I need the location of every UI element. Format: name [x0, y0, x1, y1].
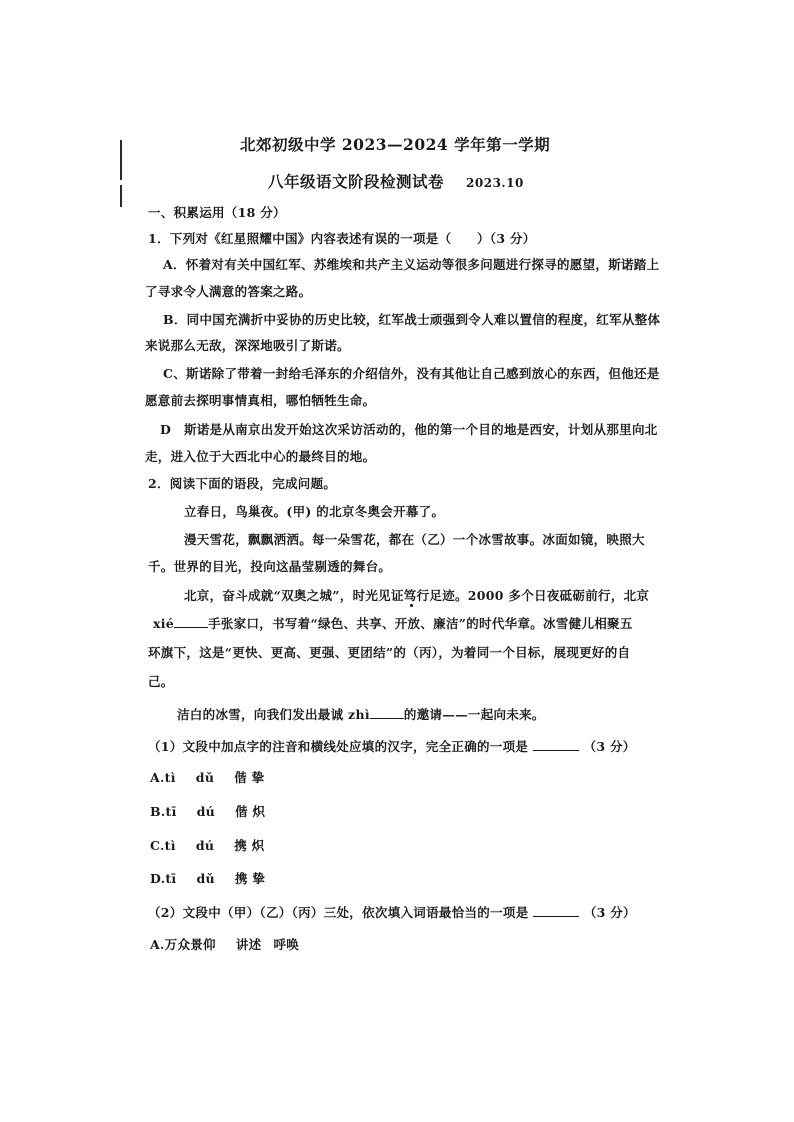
question-1-option-b-line1: B．同中国充满折中妥协的历史比较，红军战士顽强到令人难以置信的程度，红军从整体	[163, 312, 661, 327]
passage-paragraph-2-line1: 漫天雪花，飘飘洒洒。每一朵雪花，都在（乙）一个冰雪故事。冰面如镜，映照大	[184, 532, 645, 547]
sub-question-2-option-a: A.万众景仰 讲述 呼唤	[150, 937, 300, 952]
answer-blank-1[interactable]	[533, 738, 579, 751]
question-1-option-c-line2: 愿意前去探明事情真相，哪怕牺牲生命。	[145, 393, 376, 408]
question-1-option-d-line2: 走，进入位于大西北中心的最终目的地。	[145, 449, 376, 464]
dotted-character: 笃	[403, 588, 417, 603]
question-1-option-a-line1: A．怀着对有关中国红军、苏维埃和共产主义运动等很多问题进行探寻的愿望，斯诺踏上	[163, 257, 660, 272]
sub-question-2: （2）文段中（甲）（乙）（丙）三处，依次填入词语最恰当的一项是 （3 分）	[148, 905, 636, 920]
sub-question-1: （1）文段中加点字的注音和横线处应填的汉字，完全正确的一项是 （3 分）	[148, 739, 636, 754]
passage-paragraph-3-line1: 北京，奋斗成就“双奥之城”，时光见证笃行足迹。2000 多个日夜砥砺前行，北京	[184, 588, 650, 603]
exam-title-line1: 北郊初级中学 2023—2024 学年第一学期	[240, 135, 551, 154]
exam-title-line2	[268, 170, 524, 192]
margin-binding-line	[120, 185, 122, 207]
passage-paragraph-1: 立春日，鸟巢夜。(甲) 的北京冬奥会开幕了。	[184, 504, 445, 519]
question-1-option-d-line1: D 斯诺是从南京出发开始这次采访活动的，他的第一个目的地是西安，计划从那里向北	[160, 422, 658, 437]
question-1-option-c-line1: C、斯诺除了带着一封给毛泽东的介绍信外，没有其他让自己感到放心的东西，但他还是	[163, 366, 660, 381]
question-1-option-a-line2: 了寻求令人满意的答案之路。	[145, 284, 312, 299]
passage-paragraph-3-line2: xié 手张家口，书写着“绿色、共享、开放、廉洁”的时代华章。冰雪健儿相聚五	[153, 616, 633, 631]
fill-blank-xie[interactable]	[174, 615, 208, 628]
passage-paragraph-3-line4: 己。	[148, 674, 174, 689]
exam-date: 2023.10	[466, 176, 524, 190]
question-1-stem: 1．下列对《红星照耀中国》内容表述有误的一项是（ ）（3 分）	[148, 231, 536, 246]
sub-question-1-option-c: C.tì dú 携 炽	[150, 838, 265, 853]
passage-paragraph-2-line2: 千。世界的目光，投向这晶莹剔透的舞台。	[148, 559, 392, 574]
section-heading: 一、积累运用（18 分）	[148, 205, 286, 220]
exam-title: 八年级语文阶段检测试卷	[268, 172, 445, 191]
sub-question-1-option-b: B.tī dú 偕 炽	[150, 804, 266, 819]
passage-paragraph-4: 洁白的冰雪，向我们发出最诚 zhì 的邀请——一起向未来。	[177, 707, 545, 722]
question-1-option-b-line2: 来说那么无敌，深深地吸引了斯诺。	[145, 338, 350, 353]
answer-blank-2[interactable]	[533, 904, 579, 917]
question-2-stem: 2．阅读下面的语段，完成问题。	[148, 476, 337, 491]
margin-binding-line	[120, 140, 122, 180]
passage-paragraph-3-line3: 环旗下，这是“更快、更高、更强、更团结”的（丙），为着同一个目标，展现更好的自	[148, 645, 631, 660]
sub-question-1-option-d: D.tī dǔ 携 挚	[150, 871, 266, 886]
sub-question-1-option-a: A.tì dǔ 偕 挚	[150, 770, 265, 785]
fill-blank-zhi[interactable]	[370, 706, 404, 719]
